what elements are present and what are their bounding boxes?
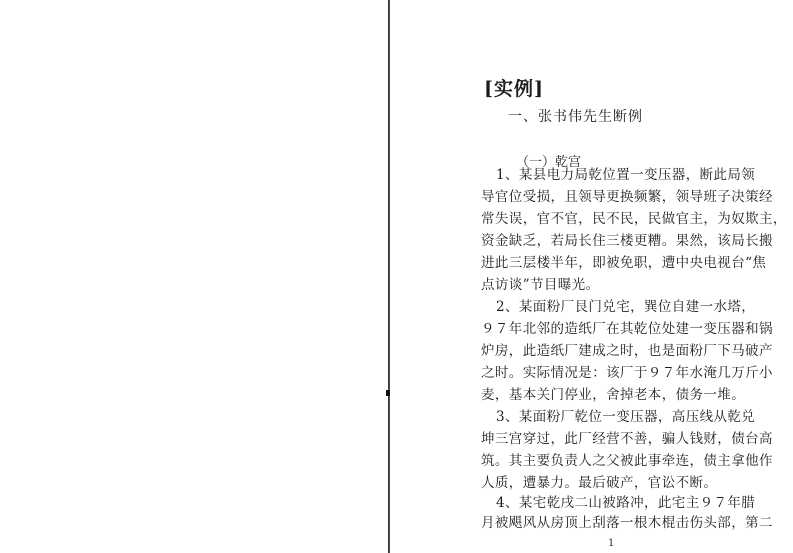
body-line: 常失误，官不官，民不民，民做官主，为奴欺主， [481, 211, 787, 227]
left-page-blank [0, 0, 388, 553]
body-line: 4、某宅乾戌二山被路冲，此宅主９７年腊 [496, 495, 756, 511]
body-line: 2、某面粉厂艮门兑宅，巽位自建一水塔， [496, 299, 756, 315]
body-line: 筑。其主要负责人之父被此事牵连，债主拿他作 [481, 453, 773, 469]
section-title: [实例] [484, 78, 544, 100]
body-line: 3、某面粉厂乾位一变压器，高压线从乾兑 [496, 409, 756, 425]
body-line: 点访谈”节目曝光。 [481, 277, 600, 293]
body-line: 麦，基本关门停业，舍掉老本，债务一堆。 [481, 387, 746, 403]
body-line: 月被飓风从房顶上刮落一根木棍击伤头部，第二 [481, 515, 773, 531]
subheading-qian: （一）乾宫 [516, 155, 582, 170]
case-heading: 一、张书伟先生断例 [508, 109, 643, 125]
body-line: 炉房，此造纸厂建成之时，也是面粉厂下马破产 [481, 343, 773, 359]
body-line: 资金缺乏，若局长住三楼更糟。果然，该局长搬 [481, 233, 773, 249]
body-line: ９７年北邻的造纸厂在其乾位处建一变压器和锅 [481, 321, 773, 337]
body-line: 进此三层楼半年，即被免职，遭中央电视台“焦 [481, 255, 767, 271]
page-number: 1 [608, 538, 615, 549]
body-line: 坤三宫穿过，此厂经营不善，骗人钱财，债台高 [481, 431, 773, 447]
body-line: 之时。实际情况是：该厂于９７年水淹几万斤小 [481, 365, 773, 381]
body-line: 导官位受损，且领导更换频繁，领导班子决策经 [481, 189, 773, 205]
body-line: 1、某县电力局乾位置一变压器，断此局领 [496, 167, 756, 183]
right-page [390, 0, 793, 553]
body-line: 人质，遭暴力。最后破产，官讼不断。 [481, 475, 718, 491]
